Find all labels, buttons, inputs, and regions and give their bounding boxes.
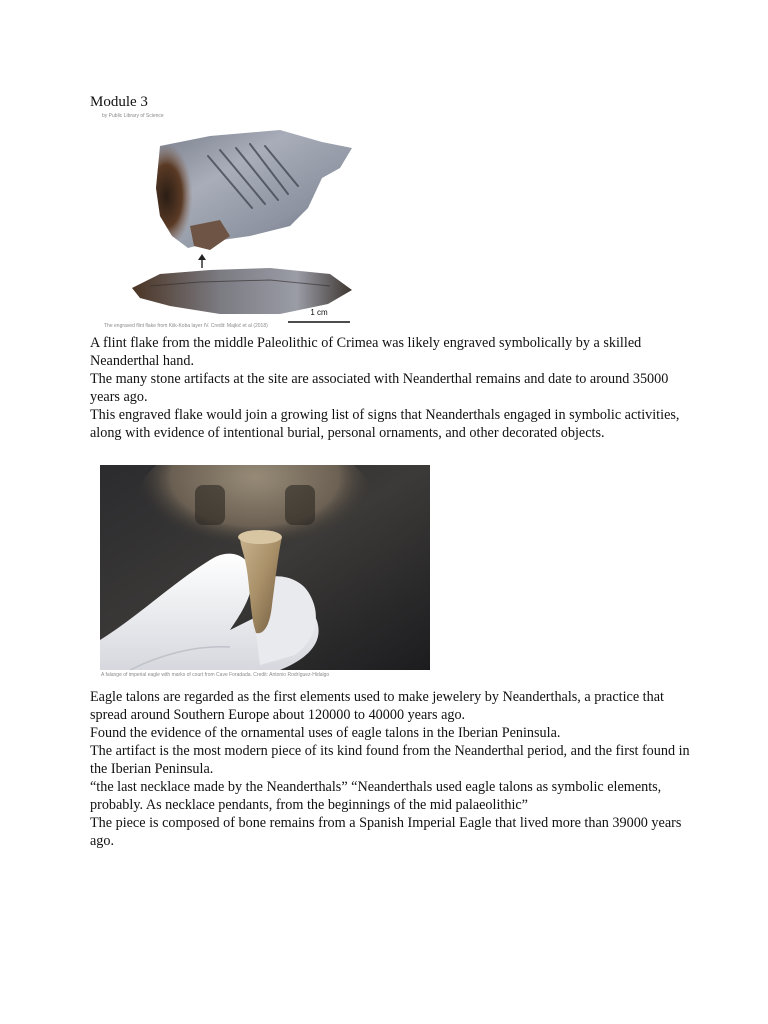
flint-flake-photo <box>90 108 395 333</box>
paragraph-1: A flint flake from the middle Paleolithic of Crimea was likely engraved symbolically by a skilled Neanderthal hand. <box>90 335 642 369</box>
paragraph-3: This engraved flake would join a growing list of signs that Neanderthals engaged in symbolic activities, along with evidence of intentional burial, personal ornaments, and other decorated objects. <box>90 407 680 441</box>
paragraph-8: The piece is composed of bone remains from a Spanish Imperial Eagle that lived more than 39000 years ago. <box>90 815 682 849</box>
paragraph-6: The artifact is the most modern piece of its kind found from the Neanderthal period, and the first found in the Iberian Peninsula. <box>90 743 690 777</box>
scale-bar-label: 1 cm <box>310 308 328 317</box>
paragraph-2: The many stone artifacts at the site are associated with Neanderthal remains and date to around 35000 years ago. <box>90 371 669 405</box>
paragraph-7: “the last necklace made by the Neanderthals” “Neanderthals used eagle talons as symbolic elements, probably. As necklace pendants, from the beginnings of the mid palaeolithic” <box>90 779 662 813</box>
eagle-talon-photo <box>100 465 430 670</box>
figure1-caption: The engraved flint flake from Kiik-Koba layer IV. Credit: Majkić et al (2018) <box>104 323 268 329</box>
source-credit: by Public Library of Science <box>102 113 164 119</box>
page-title: Module 3 <box>90 94 148 110</box>
paragraph-5: Found the evidence of the ornamental uses of eagle talons in the Iberian Peninsula. <box>90 725 561 741</box>
paragraph-4: Eagle talons are regarded as the first elements used to make jewelery by Neanderthals, a practice that spread around Southern Europe about 120000 to 40000 years ago. <box>90 689 664 723</box>
figure2-caption: A falange of imperial eagle with marks of court from Cave Foradada. Credit: Antonio Rodríguez-Hidalgo <box>101 672 330 678</box>
